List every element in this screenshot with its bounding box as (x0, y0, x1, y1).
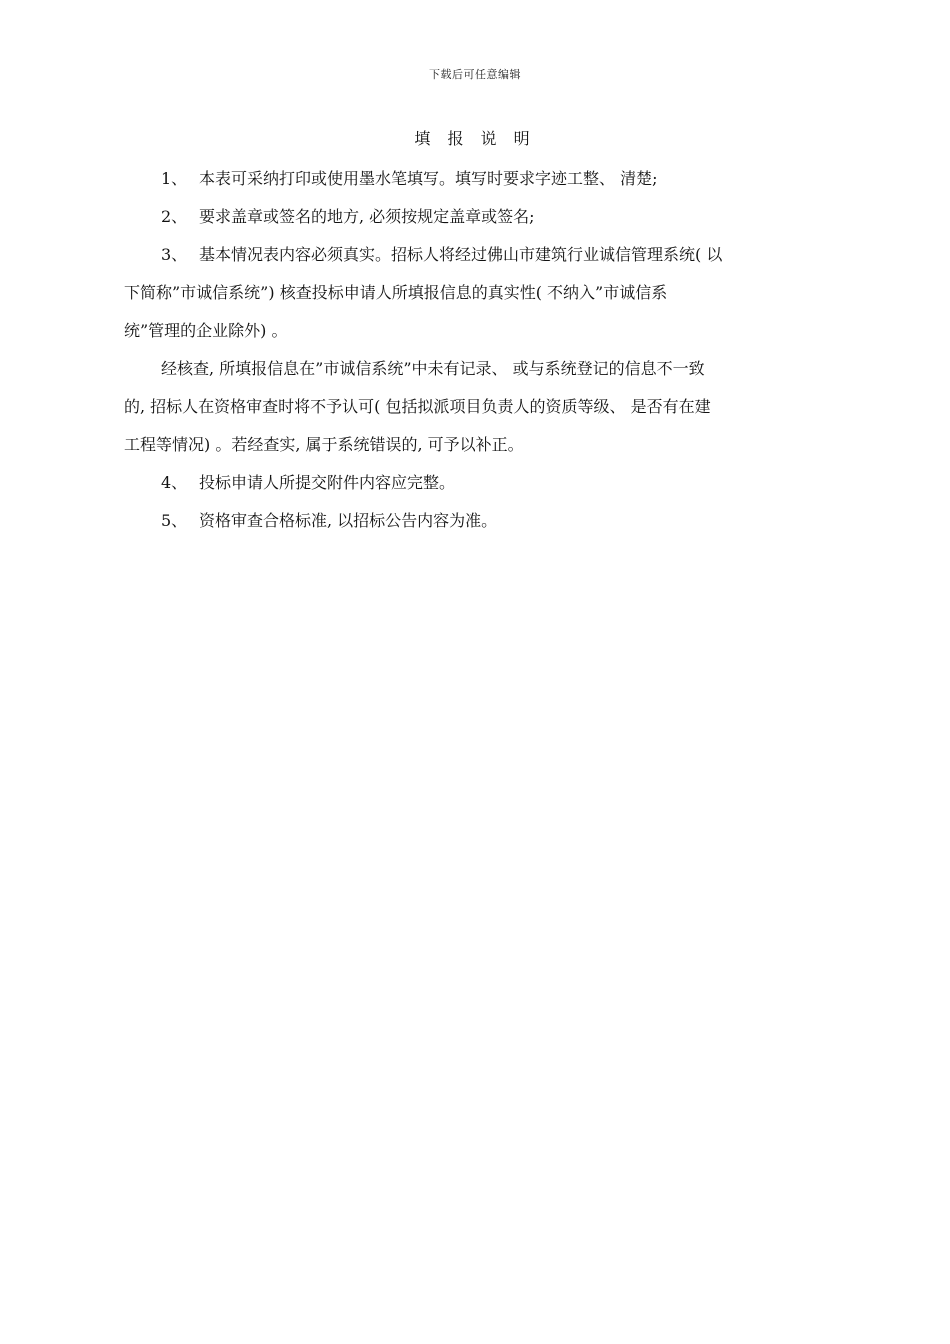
item-number: 4、 (161, 473, 188, 492)
item-3-continuation: 下简称”市诚信系统”) 核查投标申请人所填报信息的真实性( 不纳入”市诚信系 (124, 283, 668, 302)
item-5 (124, 502, 842, 540)
verification-paragraph-line: 的, 招标人在资格审查时将不予认可( 包括拟派项目负责人的资质等级、 是否有在建 (124, 397, 711, 416)
verification-paragraph-line: 经核查, 所填报信息在”市诚信系统”中未有记录、 或与系统登记的信息不一致 (161, 359, 705, 378)
item-number: 3、 (161, 245, 188, 264)
item-number: 5、 (161, 511, 188, 530)
item-text: 基本情况表内容必须真实。招标人将经过佛山市建筑行业诚信管理系统( 以 (199, 245, 723, 264)
item-number: 2、 (161, 207, 188, 226)
item-3 (124, 236, 842, 274)
document-title: 填 报 说 明 (414, 129, 536, 148)
item-text: 要求盖章或签名的地方, 必须按规定盖章或签名; (199, 207, 535, 226)
item-text: 本表可采纳打印或使用墨水笔填写。填写时要求字迹工整、 清楚; (199, 169, 658, 188)
item-3-continuation: 统”管理的企业除外) 。 (124, 321, 288, 340)
verification-paragraph-line: 工程等情况) 。若经查实, 属于系统错误的, 可予以补正。 (124, 435, 524, 454)
item-2 (124, 198, 842, 236)
item-1 (124, 160, 842, 198)
item-number: 1、 (161, 169, 188, 188)
item-text: 资格审查合格标准, 以招标公告内容为准。 (199, 511, 498, 530)
item-4 (124, 464, 842, 502)
instructions-body (124, 160, 842, 540)
item-text: 投标申请人所提交附件内容应完整。 (199, 473, 456, 492)
header-note: 下载后可任意编辑 (429, 68, 521, 81)
